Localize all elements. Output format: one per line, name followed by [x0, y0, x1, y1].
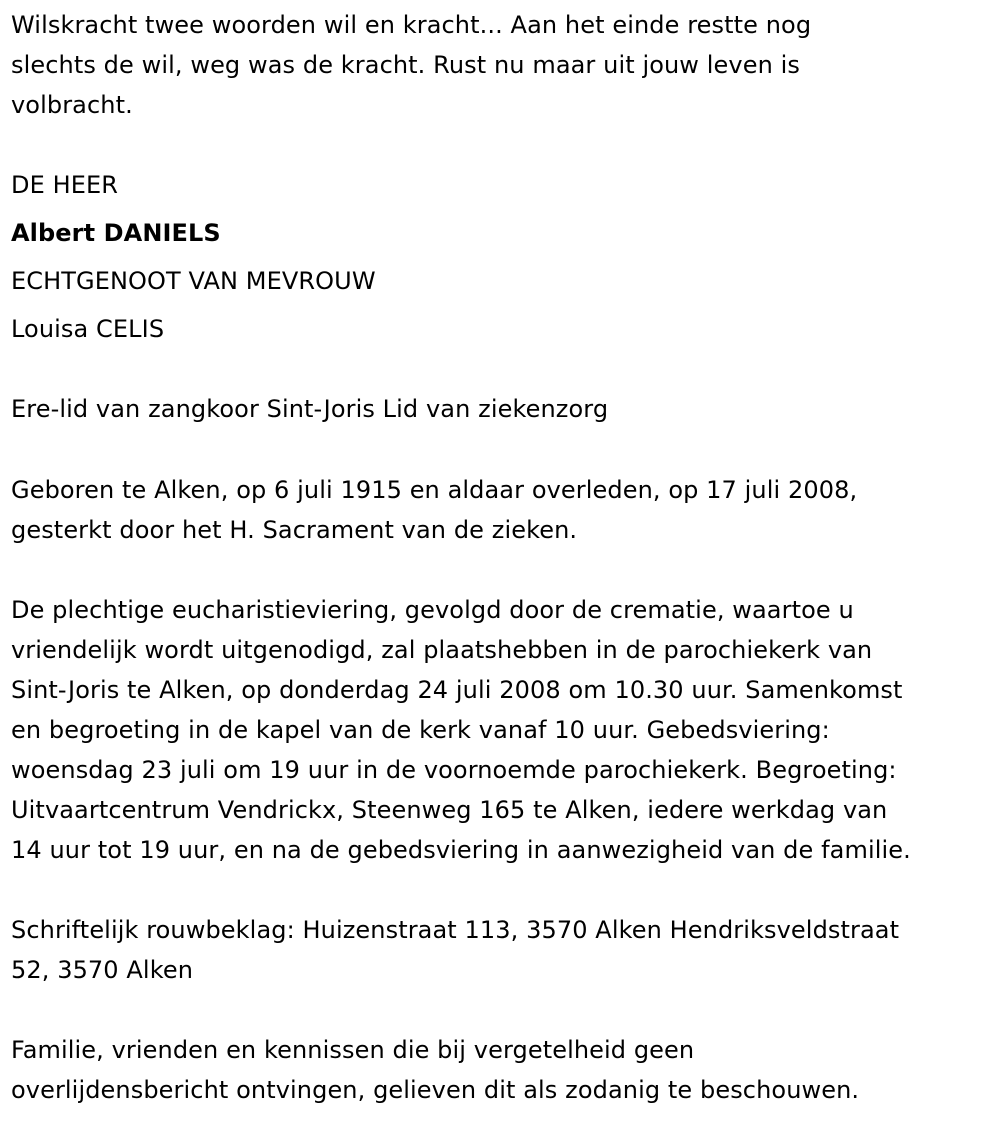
memberships: [11, 389, 996, 429]
ceremony-line: woensdag 23 juli om 19 uur in de voornoemde parochiekerk. Begroeting:: [11, 756, 897, 784]
birth-death-line: gesterkt door het H. Sacrament van de zieken.: [11, 516, 578, 544]
closing-line: overlijdensbericht ontvingen, gelieven dit als zodanig te beschouwen.: [11, 1076, 860, 1104]
ceremony-line: 14 uur tot 19 uur, en na de gebedsviering in aanwezigheid van de familie.: [11, 836, 911, 864]
condolences-paragraph: [11, 910, 996, 990]
condolences-line: Schriftelijk rouwbeklag: Huizenstraat 113, 3570 Alken Hendriksveldstraat: [11, 916, 900, 944]
intro-line: volbracht.: [11, 91, 133, 119]
closing-paragraph: [11, 1030, 996, 1110]
spouse-label: ECHTGENOOT VAN MEVROUW: [11, 267, 376, 295]
ceremony-line: Sint-Joris te Alken, op donderdag 24 juli 2008 om 10.30 uur. Samenkomst: [11, 676, 903, 704]
ceremony-line: De plechtige eucharistieviering, gevolgd door de crematie, waartoe u: [11, 596, 854, 624]
birth-death-paragraph: [11, 470, 996, 550]
deceased-block: [11, 161, 996, 353]
ceremony-line: vriendelijk wordt uitgenodigd, zal plaatshebben in de parochiekerk van: [11, 636, 873, 664]
intro-poem: [11, 5, 996, 125]
intro-line: slechts de wil, weg was de kracht. Rust nu maar uit jouw leven is: [11, 51, 800, 79]
condolences-line: 52, 3570 Alken: [11, 956, 194, 984]
ceremony-line: Uitvaartcentrum Vendrickx, Steenweg 165 te Alken, iedere werkdag van: [11, 796, 888, 824]
honorific-title: DE HEER: [11, 171, 119, 199]
ceremony-line: en begroeting in de kapel van de kerk vanaf 10 uur. Gebedsviering:: [11, 716, 830, 744]
intro-line: Wilskracht twee woorden wil en kracht... Aan het einde restte nog: [11, 11, 812, 39]
closing-line: Familie, vrienden en kennissen die bij vergetelheid geen: [11, 1036, 695, 1064]
memberships-text: Ere-lid van zangkoor Sint-Joris Lid van ziekenzorg: [11, 395, 609, 423]
spouse-name: Louisa CELIS: [11, 315, 165, 343]
ceremony-paragraph: [11, 590, 996, 870]
deceased-name: Albert DANIELS: [11, 219, 221, 247]
birth-death-line: Geboren te Alken, op 6 juli 1915 en aldaar overleden, op 17 juli 2008,: [11, 476, 858, 504]
